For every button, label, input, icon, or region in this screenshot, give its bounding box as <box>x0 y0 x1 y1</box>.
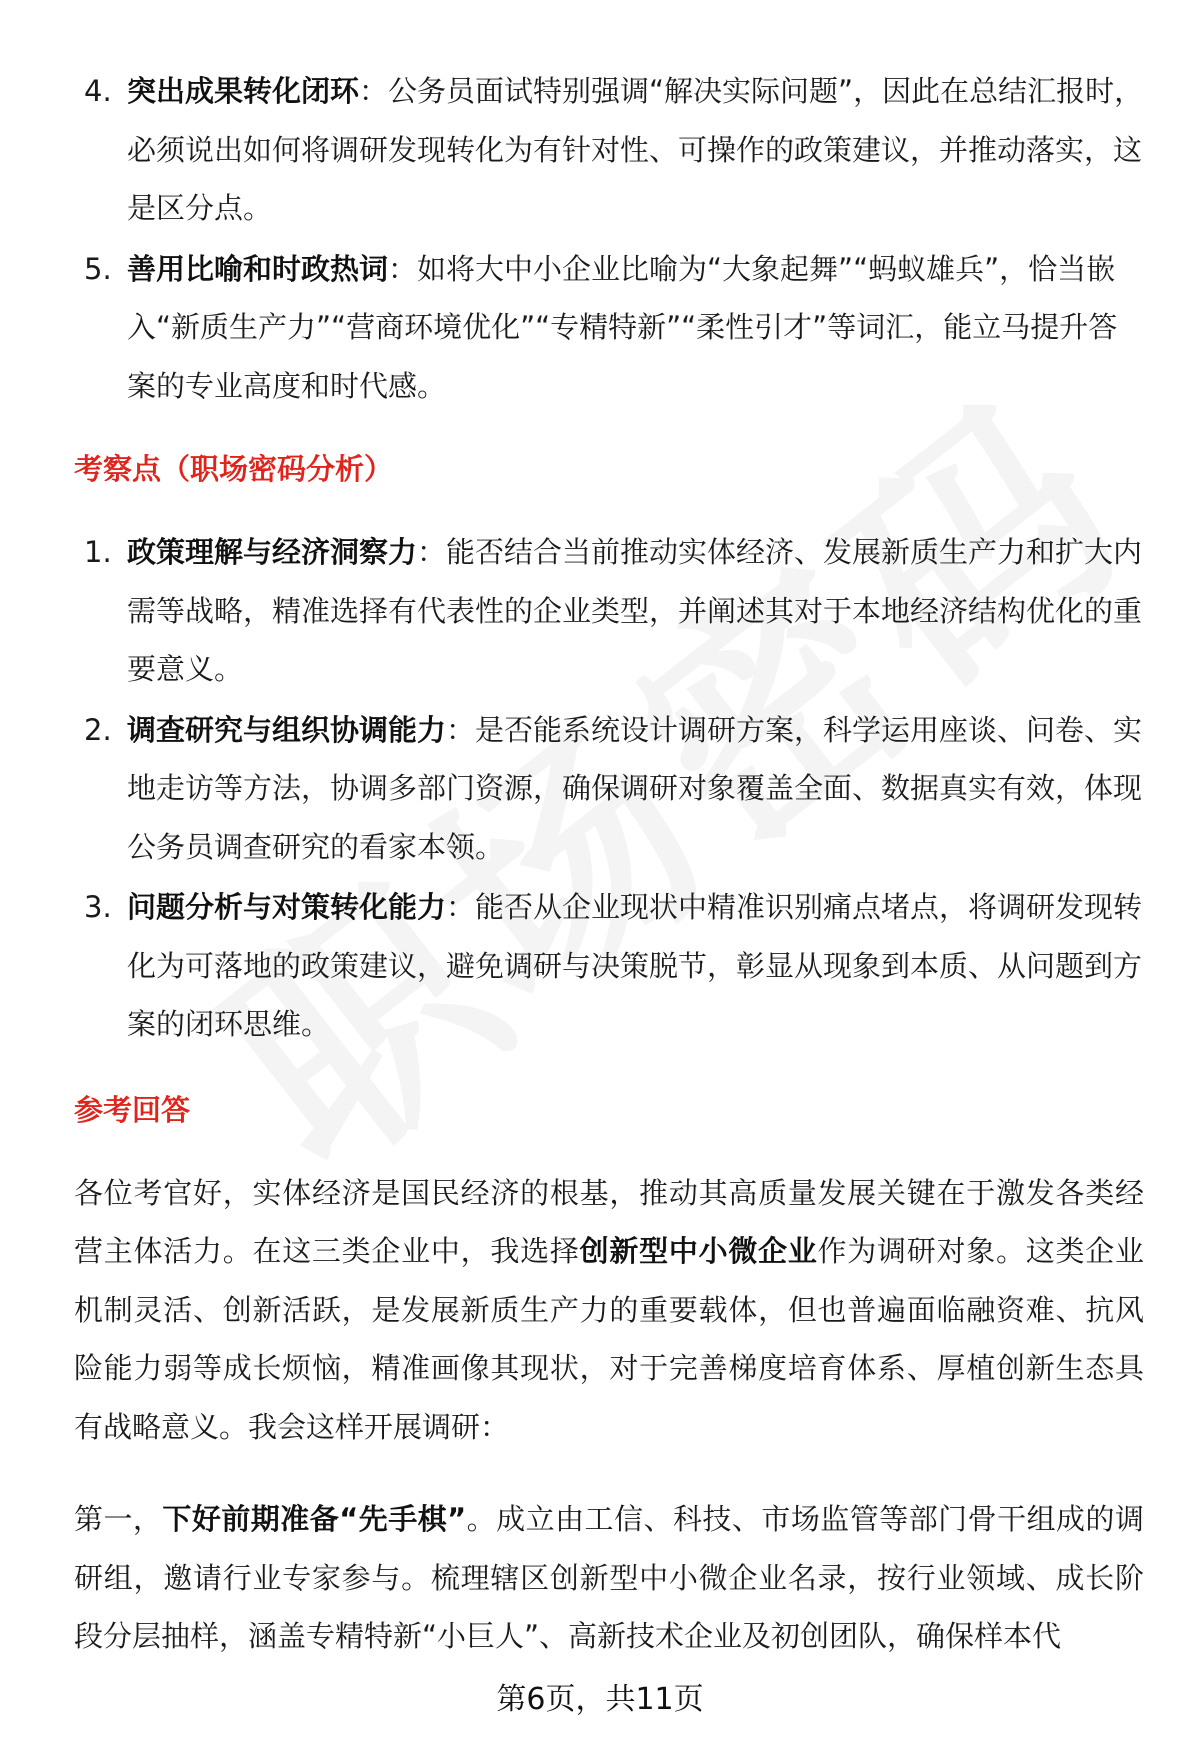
intro-text-after: 作为调研对象。这类企业机制灵活、创新活跃，是发展新质生产力的重要载体，但也普遍面临融资难、抗风险能力弱等成长烦恼，精准画像其现状，对于完善梯度培育体系、厚植创新生态具有战略意义。我会这样开展调研： <box>74 1234 1144 1444</box>
list-item <box>74 878 1144 1054</box>
document-content <box>74 62 1144 1666</box>
list-item <box>74 523 1144 699</box>
list-item-text: 能否结合当前推动实体经济、发展新质生产力和扩大内需等战略，精准选择有代表性的企业类型，并阐述其对于本地经济结构优化的重要意义。 <box>127 535 1143 686</box>
intro-text-before: 各位考官好，实体经济是国民经济的根基，推动其高质量发展关键在于激发各类经营主体活力。在这三类企业中，我选择 <box>74 1175 1144 1268</box>
section-title-kaocha: 考察点（职场密码分析） <box>74 452 394 486</box>
list-item-text: 公务员面试特别强调“解决实际问题”，因此在总结汇报时，必须说出如何将调研发现转化为有针对性、可操作的政策建议，并推动落实，这是区分点。 <box>127 74 1144 225</box>
list-item-text: 能否从企业现状中精准识别痛点堵点，将调研发现转化为可落地的政策建议，避免调研与决策脱节，彰显从现象到本质、从问题到方案的闭环思维。 <box>127 890 1143 1041</box>
first-text: 。成立由工信、科技、市场监管等部门骨干组成的调研组，邀请行业专家参与。梳理辖区创新型中小微企业名录，按行业领域、成长阶段分层抽样，涵盖专精特新“小巨人”、高新技术企业及初创团队，确保样本代 <box>74 1502 1144 1653</box>
first-emphasis: 下好前期准备“先手棋” <box>162 1502 467 1536</box>
list-item <box>74 701 1144 877</box>
list-item-text: 是否能系统设计调研方案，科学运用座谈、问卷、实地走访等方法，协调多部门资源，确保调研对象覆盖全面、数据真实有效，体现公务员调查研究的看家本领。 <box>127 712 1143 864</box>
first-prefix: 第一， <box>74 1502 163 1536</box>
list-number: 1. <box>84 535 112 569</box>
list-number: 2. <box>84 712 112 747</box>
list-item-title: 调查研究与组织协调能力 <box>127 712 447 747</box>
list-number: 5. <box>84 251 112 286</box>
list-item-sep: ： <box>388 251 418 286</box>
intro-emphasis: 创新型中小微企业 <box>579 1234 818 1268</box>
top-list <box>74 62 1144 415</box>
list-item-sep: ： <box>446 712 476 747</box>
answer-intro-paragraph <box>74 1164 1144 1457</box>
list-item-sep: ： <box>359 74 389 108</box>
list-item-title: 问题分析与对策转化能力 <box>127 890 447 924</box>
list-number: 3. <box>84 890 112 924</box>
list-number: 4. <box>84 74 112 108</box>
list-item-sep: ： <box>446 890 476 924</box>
list-item <box>74 240 1144 416</box>
answer-first-paragraph <box>74 1490 1144 1666</box>
list-item-text: 如将大中小企业比喻为“大象起舞”“蚂蚁雄兵”，恰当嵌入“新质生产力”“营商环境优化”“专精特新”“柔性引才”等词汇，能立马提升答案的专业高度和时代感。 <box>127 251 1118 403</box>
list-item-title: 善用比喻和时政热词 <box>127 251 389 286</box>
list-item-title: 政策理解与经济洞察力 <box>127 535 418 569</box>
kaocha-list <box>74 523 1144 1054</box>
section-title-cankao: 参考回答 <box>74 1092 191 1127</box>
page-footer: 第6页，共11页 <box>496 1682 704 1717</box>
list-item-title: 突出成果转化闭环 <box>127 74 360 108</box>
list-item-sep: ： <box>417 535 447 569</box>
list-item <box>74 62 1144 238</box>
